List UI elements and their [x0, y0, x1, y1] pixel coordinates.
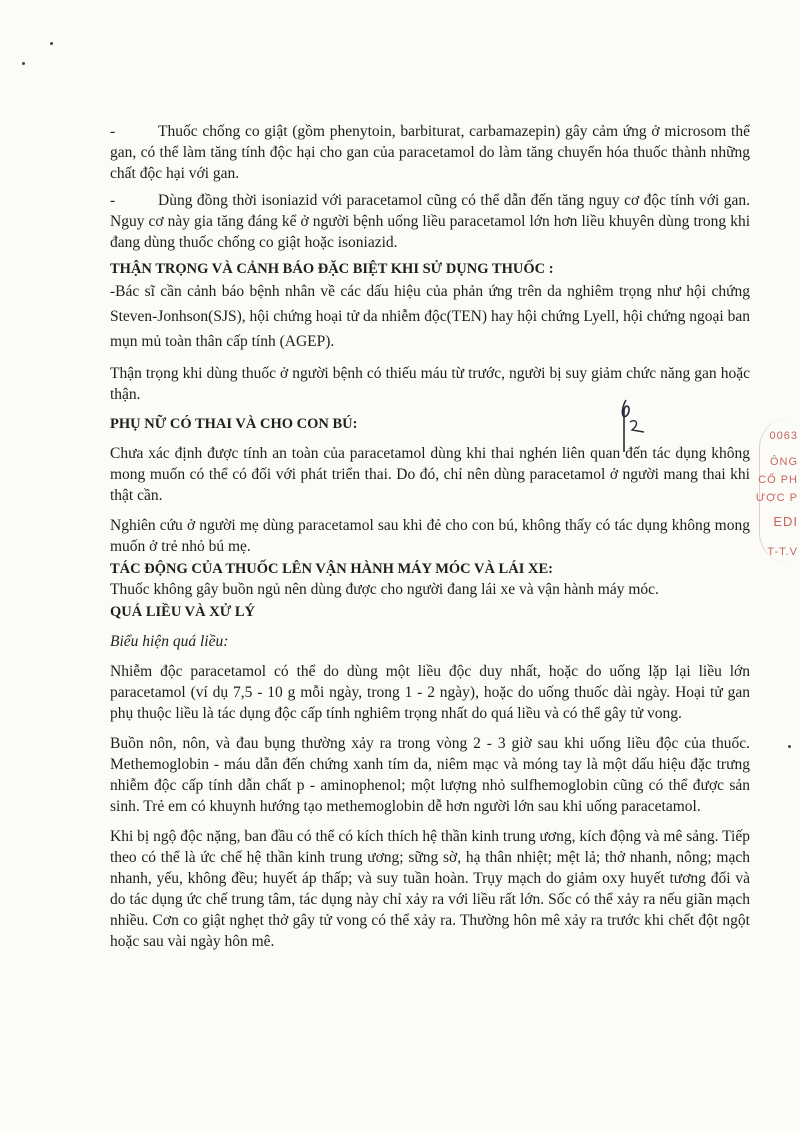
company-stamp [756, 418, 800, 578]
stamp-line: ƯỢC P [755, 492, 798, 504]
section-heading-pregnancy: PHỤ NỮ CÓ THAI VÀ CHO CON BÚ: [110, 416, 358, 432]
stamp-line: 0063 [769, 430, 798, 442]
list-dash: - [110, 123, 116, 140]
section-heading-driving: TÁC ĐỘNG CỦA THUỐC LÊN VẬN HÀNH MÁY MÓC VÀ LÁI XE: [110, 561, 553, 577]
stamp-line: CỔ PH [758, 474, 798, 486]
paragraph-anticonvulsant [110, 121, 750, 184]
stamp-line: ÔNG [769, 456, 798, 468]
paragraph-text: Thuốc chống co giật (gồm phenytoin, barbiturat, carbamazepin) gây cảm ứng ở microsom thể gan, có thể làm tăng tính độc hại cho gan của paracetamol do làm tăng chuyển hóa thuốc thành những chất độc hại với gan. [110, 123, 750, 182]
paragraph-pregnancy: Chưa xác định được tính an toàn của paracetamol dùng khi thai nghén liên quan đến tác dụng không mong muốn có thể có đối với phát triển thai. Do đó, chỉ nên dùng paracetamol ở người mang thai khi thật cần. [110, 445, 750, 504]
scan-speck [788, 745, 791, 748]
paragraph-symptoms: Buồn nôn, nôn, và đau bụng thường xảy ra trong vòng 2 - 3 giờ sau khi uống liều độc của thuốc. Methemoglobin - máu dẫn đến chứng xanh tím da, niêm mạc và móng tay là một dấu hiệu đặc trưng nhiễm độc cấp tính dẫn chất p - aminophenol; một lượng nhỏ sulfhemoglobin cũng có thể được sản sinh. Trẻ em có khuynh hướng tạo methemoglobin dễ hơn người lớn sau khi uống paracetamol. [110, 735, 750, 815]
scan-speck [22, 62, 25, 65]
paragraph-isoniazid [110, 190, 750, 253]
section-heading-precautions: THẬN TRỌNG VÀ CẢNH BÁO ĐẶC BIỆT KHI SỬ DỤNG THUỐC : [110, 261, 554, 277]
paragraph-driving: Thuốc không gây buồn ngủ nên dùng được cho người đang lái xe và vận hành máy móc. [110, 581, 659, 598]
stamp-line: T-T.V [767, 546, 798, 558]
paragraph-text: Dùng đồng thời isoniazid với paracetamol cũng có thể dẫn đến tăng nguy cơ độc tính với gan. Nguy cơ này gia tăng đáng kể ở người bệnh uống liều paracetamol lớn hơn liều khuyên dùng trong khi đang dùng thuốc chống co giật hoặc isoniazid. [110, 192, 750, 251]
subheading-overdose-signs: Biểu hiện quá liều: [110, 633, 229, 650]
document-body [110, 121, 750, 952]
list-dash: - [110, 192, 116, 209]
stamp-line: EDI [773, 514, 798, 529]
signature-mark [612, 392, 662, 462]
paragraph-skin-warning: -Bác sĩ cần cảnh báo bệnh nhân về các dấu hiệu của phản ứng trên da nghiêm trọng như hội chứng Steven-Jonhson(SJS), hội chứng hoại tử da nhiễm độc(TEN) hay hội chứng Lyell, hội chứng ngoại ban mụn mủ toàn thân cấp tính (AGEP). [110, 283, 750, 350]
scan-speck [50, 42, 53, 45]
paragraph-anemia: Thận trọng khi dùng thuốc ở người bệnh có thiếu máu từ trước, người bị suy giảm chức năng gan hoặc thận. [110, 365, 750, 403]
paragraph-severe-poisoning: Khi bị ngộ độc nặng, ban đầu có thể có kích thích hệ thần kinh trung ương, kích động và mê sảng. Tiếp theo có thể là ức chế hệ thần kinh trung ương; sững sờ, hạ thân nhiệt; mệt lả; thở nhanh, nông; mạch nhanh, yếu, không đều; huyết áp thấp; và suy tuần hoàn. Trụy mạch do giảm oxy huyết tương đối và do tác dụng ức chế trung tâm, tác dụng này chỉ xảy ra với liều rất lớn. Sốc có thể xảy ra nếu giãn mạch nhiều. Cơn co giật nghẹt thở gây tử vong có thể xảy ra. Thường hôn mê xảy ra trước khi chết đột ngột hoặc sau vài ngày hôn mê. [110, 828, 750, 950]
paragraph-breastfeeding: Nghiên cứu ở người mẹ dùng paracetamol sau khi đẻ cho con bú, không thấy có tác dụng không mong muốn ở trẻ nhỏ bú mẹ. [110, 517, 750, 555]
paragraph-toxicity: Nhiễm độc paracetamol có thể do dùng một liều độc duy nhất, hoặc do uống lặp lại liều lớn paracetamol (ví dụ 7,5 - 10 g mỗi ngày, trong 1 - 2 ngày), hoặc do uống thuốc dài ngày. Hoại tử gan phụ thuộc liều là tác dụng độc cấp tính nghiêm trọng nhất do quá liều và có thể gây tử vong. [110, 663, 750, 722]
section-heading-overdose: QUÁ LIỀU VÀ XỬ LÝ [110, 604, 256, 620]
